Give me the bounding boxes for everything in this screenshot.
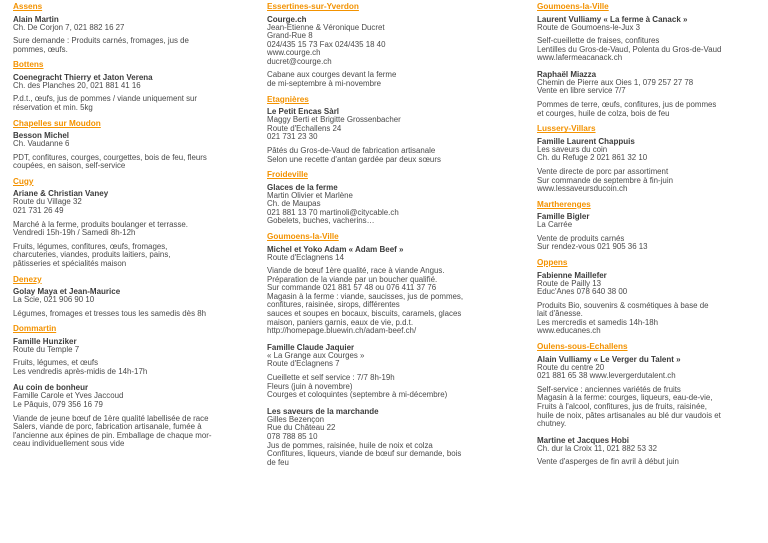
producer-detail-line: Vente de produits carnés [537, 233, 625, 243]
producer-detail-line: Ch. du Refuge 2 021 861 32 10 [537, 153, 648, 163]
producer-detail-line: maison, paniers garnis, eaux de vie, p.d.t. [267, 317, 414, 327]
producer-detail-line: Viande de bœuf 1ère qualité, race à viande Angus. [267, 266, 445, 276]
column-3 [537, 2, 762, 467]
producer-detail-line: Marché à la ferme, produits boulanger et terrasse. [13, 219, 188, 229]
producer-detail-line: Ch. dur la Croix 11, 021 882 53 32 [537, 443, 658, 453]
producer-detail-line: réservation et min. 5kg [13, 102, 93, 112]
producer-name: Besson Michel [13, 131, 70, 141]
producer-detail-line: Lentilles du Gros-de-Vaud, Polenta du Gros-de-Vaud [537, 44, 722, 54]
producer-detail-line: Les saveurs du coin [537, 144, 608, 154]
producer-detail-line: Ch. Vaudanne 6 [13, 139, 70, 149]
producer-detail-line: P.d.t., œufs, jus de pommes / viande uniquement sur [13, 94, 198, 104]
producer-name: Famille Laurent Chappuis [537, 136, 635, 146]
producer-name: Au coin de bonheur [13, 383, 89, 393]
producer-detail-line: www.educanes.ch [537, 326, 601, 336]
producer-detail-line: Ch. De Corjon 7, 021 882 16 27 [13, 22, 125, 32]
producer-detail-line: et courges, huile de colza, bois de feu [537, 108, 670, 118]
producer-detail-line: chutney. [537, 419, 567, 429]
producer-detail-line: sauces et soupes en bocaux, biscuits, caramels, glaces [267, 309, 462, 319]
town-heading: Froideville [267, 170, 308, 180]
town-heading: Bottens [13, 60, 44, 70]
producer-name: Laurent Vulliamy « La ferme à Canack » [537, 14, 688, 24]
producer-name: Les saveurs de la marchande [267, 406, 379, 416]
producer-detail-line: ducret@courge.ch [267, 56, 332, 66]
producer-detail-line: Martin Olivier et Marlène [267, 190, 353, 200]
producer-detail-line: Sur commande de septembre à fin-juin [537, 175, 673, 185]
producer-entry [267, 407, 512, 468]
town-heading: Essertines-sur-Yverdon [267, 2, 359, 11]
producer-detail-line: Légumes, fromages et tresses tous les samedis dès 8h [13, 308, 206, 318]
producer-detail-line: Jean-Etienne & Véronique Ducret [267, 22, 385, 32]
producer-entry [537, 15, 762, 63]
producer-detail-line: Sure demande : Produits carnés, fromages, jus de [13, 36, 189, 46]
producer-detail-line: Fruits à l'alcool, confitures, jus de fruits, raisinée, [537, 401, 707, 411]
producer-entry [267, 183, 512, 226]
producer-name: Golay Maya et Jean-Maurice [13, 287, 121, 296]
producer-detail-line: l'ancienne aux épines de pin. Emballage de chaque mor- [13, 430, 212, 440]
column-1 [13, 2, 248, 449]
producer-entry [267, 15, 512, 89]
town-heading: Lussery-Villars [537, 124, 596, 134]
producer-detail-line: charcuteries, viandes, produits laitiers, pains, [13, 250, 171, 260]
producer-detail-line: Cabane aux courges devant la ferme [267, 70, 397, 80]
producer-detail-line: www.lessaveursducoin.ch [537, 184, 628, 194]
town-heading: Chapelles sur Moudon [13, 118, 101, 128]
producer-entry [267, 245, 512, 336]
producer-detail-line: Route d'Echallens 24 [267, 123, 342, 133]
town-heading: Goumoens-la-Ville [267, 232, 339, 241]
producer-detail-line: de feu [267, 457, 289, 467]
producer-name: Ariane & Christian Vaney [13, 189, 109, 199]
producer-detail-line: pâtisseries et spécialités maison [13, 258, 127, 268]
producer-entry [13, 337, 248, 377]
producer-detail-line: de mi-septembre à mi-novembre [267, 79, 382, 89]
producer-detail-line: Educ'Anes 078 640 38 00 [537, 287, 628, 297]
producer-name: Martine et Jacques Hobi [537, 435, 630, 445]
producer-detail-line: « La Grange aux Courges » [267, 350, 365, 360]
producer-entry [537, 137, 762, 194]
producer-name: Alain Martin [13, 14, 59, 24]
producer-detail-line: Vente en libre service 7/7 [537, 86, 626, 96]
producer-detail-line: Magasin à la ferme: courges, liqueurs, eau-de-vie, [537, 393, 713, 403]
producer-name: Famille Bigler [537, 212, 590, 222]
producer-detail-line: Chemin de Pierre aux Oies 1, 079 257 27 78 [537, 77, 694, 87]
producer-detail-line: Route d'Eclagnens 7 [267, 359, 340, 369]
producer-detail-line: Viande de jeune bœuf de 1ère qualité labellisée de race [13, 413, 209, 423]
producer-detail-line: 021 881 13 70 martinoli@citycable.ch [267, 207, 399, 217]
producer-entry [13, 287, 248, 318]
producer-entry [537, 70, 762, 118]
producer-name: Famille Claude Jaquier [267, 342, 355, 352]
producer-detail-line: Ch. de Maupas [267, 199, 321, 209]
producer-name: Courge.ch [267, 14, 307, 24]
producer-detail-line: confitures, raisinée, sirops, différentes [267, 300, 400, 310]
producer-detail-line: Confitures, liqueurs, viande de bœuf sur demande, bois [267, 449, 462, 459]
producer-detail-line: Sur rendez-vous 021 905 36 13 [537, 242, 648, 252]
producer-detail-line: Les mercredis et samedis 14h-18h [537, 317, 659, 327]
producer-entry [13, 189, 248, 268]
producer-detail-line: Self-service : anciennes variétés de fruits [537, 384, 681, 394]
producer-name: Coenegracht Thierry et Jaton Verena [13, 72, 153, 82]
producer-entry [267, 343, 512, 400]
producer-detail-line: Fruits, légumes, confitures, œufs, fromages, [13, 241, 168, 251]
producer-detail-line: Self-cueillette de fraises, confitures [537, 36, 660, 46]
producer-detail-line: Route d'Eclagnens 14 [267, 252, 344, 262]
producer-detail-line: Courges et coloquintes (septembre à mi-décembre) [267, 390, 448, 400]
town-heading: Oppens [537, 258, 568, 267]
producer-detail-line: Maggy Berti et Brigitte Grossenbacher [267, 115, 401, 125]
producer-detail-line: Cueillette et self service : 7/7 8h-19h [267, 373, 395, 383]
producer-detail-line: www.lafermeacanack.ch [537, 53, 623, 63]
producer-detail-line: Route du Village 32 [13, 197, 82, 207]
producer-detail-line: Vendredi 15h-19h / Samedi 8h-12h [13, 228, 136, 238]
producer-detail-line: Vente directe de porc par assortiment [537, 166, 669, 176]
producer-detail-line: Ch. des Planches 20, 021 881 41 16 [13, 80, 141, 90]
producer-detail-line: Vente d'asperges de fin avril à début juin [537, 457, 679, 467]
producer-detail-line: pommes, œufs. [13, 44, 68, 54]
producer-detail-line: Le Pâquis, 079 356 16 79 [13, 400, 103, 410]
town-heading: Etagnières [267, 94, 309, 104]
producer-entry [13, 15, 248, 55]
producer-detail-line: Pommes de terre, œufs, confitures, jus de pommes [537, 100, 717, 110]
producer-detail-line: Rue du Château 22 [267, 423, 336, 433]
producer-detail-line: coupées, en saison, self-service [13, 161, 126, 171]
producer-detail-line: Jus de pommes, raisinée, huile de noix et colza [267, 440, 433, 450]
producer-detail-line: Grand-Rue 8 [267, 31, 313, 41]
producer-detail-line: ceau individuellement sous vide [13, 439, 125, 449]
producer-detail-line: Famille Carole et Yves Jaccoud [13, 391, 124, 401]
producer-detail-line: Salers, viande de porc, fabrication artisanale, fumée à [13, 422, 202, 432]
producer-detail-line: Route du Temple 7 [13, 344, 80, 354]
producer-name: Raphaël Miazza [537, 69, 597, 79]
column-2 [267, 2, 512, 467]
town-heading: Cugy [13, 176, 34, 186]
producer-detail-line: Gilles Bezençon [267, 414, 325, 424]
producer-name: Alain Vulliamy « Le Verger du Talent » [537, 354, 681, 364]
producer-name: Glaces de la ferme [267, 182, 338, 192]
producer-detail-line: Route de Goumoens-le-Jux 3 [537, 22, 641, 32]
producer-detail-line: http://homepage.bluewin.ch/adam-beef.ch/ [267, 326, 417, 336]
town-heading: Goumoens-la-Ville [537, 2, 609, 11]
producer-detail-line: Pâtés du Gros-de-Vaud de fabrication artisanale [267, 145, 436, 155]
producer-detail-line: Route de Pailly 13 [537, 278, 602, 288]
producer-detail-line: La Scie, 021 906 90 10 [13, 295, 95, 304]
producer-entry [267, 107, 512, 164]
producer-detail-line: Fruits, légumes, et œufs [13, 358, 99, 368]
producer-detail-line: Les vendredis après-midis de 14h-17h [13, 366, 148, 376]
producer-detail-line: www.courge.ch [267, 48, 321, 58]
producer-detail-line: Produits Bio, souvenirs & cosmétiques à base de [537, 300, 709, 310]
producer-detail-line: 021 731 23 30 [267, 132, 318, 142]
producer-detail-line: 021 881 65 38 www.levergerdutalent.ch [537, 371, 676, 381]
producer-detail-line: Gobelets, buches, vacherins… [267, 216, 375, 226]
town-heading: Denezy [13, 274, 42, 284]
producer-name: Le Petit Encas Sàrl [267, 107, 340, 117]
producer-detail-line: 021 731 26 49 [13, 205, 64, 215]
producer-detail-line: lait d'ânesse. [537, 309, 583, 319]
producer-name: Fabienne Maillefer [537, 270, 607, 280]
producer-detail-line: Magasin à la ferme : viande, saucisses, jus de pommes, [267, 291, 464, 301]
producer-detail-line: PDT, confitures, courges, courgettes, bois de feu, fleurs [13, 152, 207, 162]
producer-detail-line: huile de noix, pâtes artisanales au blé dur vaudois et [537, 410, 721, 420]
producer-detail-line: La Carrée [537, 220, 573, 230]
town-heading: Martherenges [537, 199, 591, 209]
producer-detail-line: 024/435 15 73 Fax 024/435 18 40 [267, 39, 386, 49]
town-heading: Dommartin [13, 324, 57, 334]
town-heading: Assens [13, 2, 43, 11]
producer-entry [537, 212, 762, 252]
producer-detail-line: Préparation de la viande par un boucher qualifié. [267, 274, 438, 284]
producer-entry [13, 131, 248, 171]
producer-entry [537, 355, 762, 429]
producer-entry [537, 436, 762, 467]
producer-name: Famille Hunziker [13, 336, 77, 346]
town-heading: Oulens-sous-Echallens [537, 342, 628, 352]
producer-entry [537, 271, 762, 337]
producer-detail-line: Sur commande 021 881 57 48 ou 076 411 37 76 [267, 283, 437, 293]
producer-detail-line: 078 788 85 10 [267, 432, 318, 441]
producer-detail-line: Route du centre 20 [537, 362, 605, 372]
producer-name: Michel et Yoko Adam « Adam Beef » [267, 244, 404, 254]
producer-entry [13, 383, 248, 449]
producer-entry [13, 73, 248, 113]
producer-detail-line: Selon une recette d'antan gardée par deux sœurs [267, 154, 441, 164]
producer-detail-line: Fleurs (juin à novembre) [267, 381, 353, 391]
